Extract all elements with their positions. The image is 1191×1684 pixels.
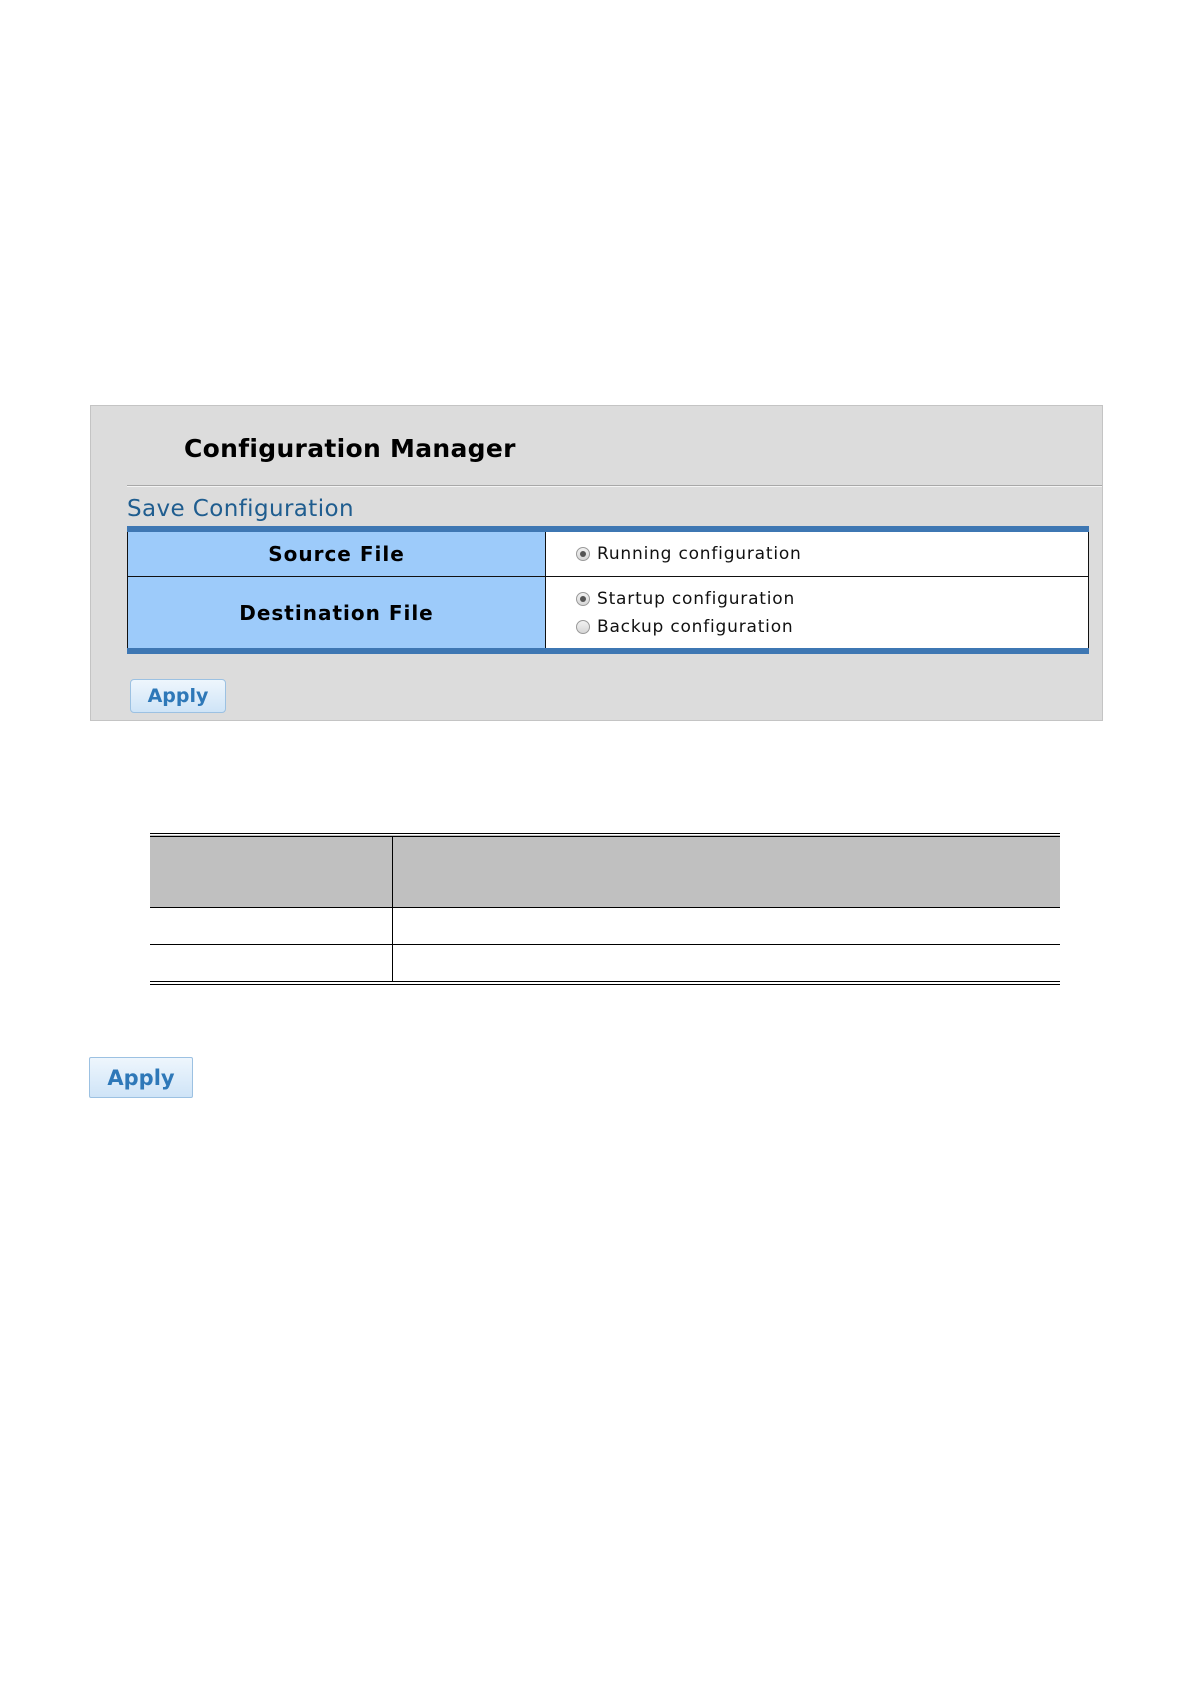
- table-cell: [393, 945, 1061, 984]
- radio-selected-icon[interactable]: [576, 592, 590, 606]
- configuration-manager-panel: [90, 405, 1103, 721]
- table-cell: [393, 908, 1061, 945]
- panel-title: Configuration Manager: [184, 434, 516, 463]
- table-row: [150, 945, 1060, 984]
- source-file-row: [128, 529, 1089, 577]
- radio-label: Startup configuration: [597, 588, 796, 609]
- table-row: [150, 908, 1060, 945]
- panel-apply-button[interactable]: Apply: [130, 679, 226, 713]
- apply-button[interactable]: Apply: [89, 1057, 193, 1098]
- description-table: [150, 833, 1060, 985]
- source-file-label: Source File: [128, 529, 546, 577]
- title-divider: [127, 485, 1102, 487]
- destination-file-label: Destination File: [128, 577, 546, 652]
- table-cell: [150, 945, 393, 984]
- radio-running-configuration[interactable]: [561, 540, 1088, 568]
- description-header-row: [150, 835, 1060, 908]
- destination-file-options: [546, 577, 1089, 652]
- radio-label: Running configuration: [597, 544, 802, 564]
- radio-unselected-icon[interactable]: [576, 620, 590, 634]
- source-file-options: [546, 529, 1089, 577]
- radio-startup-configuration[interactable]: [561, 585, 1088, 613]
- destination-file-row: [128, 577, 1089, 652]
- radio-selected-icon[interactable]: [576, 547, 590, 561]
- save-configuration-table: [127, 526, 1089, 654]
- description-header-object: [150, 835, 393, 908]
- table-cell: [150, 908, 393, 945]
- section-title: Save Configuration: [127, 496, 354, 522]
- radio-backup-configuration[interactable]: [561, 613, 1088, 641]
- radio-label: Backup configuration: [597, 616, 794, 637]
- description-header-description: [393, 835, 1061, 908]
